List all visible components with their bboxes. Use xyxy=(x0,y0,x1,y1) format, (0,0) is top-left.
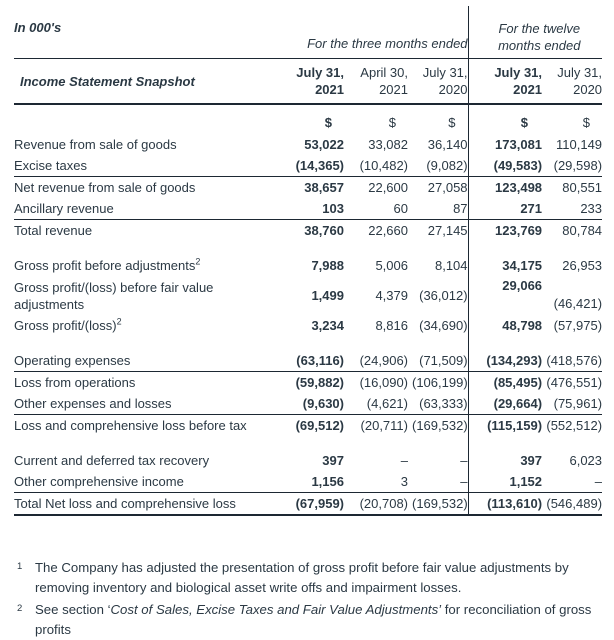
row-label: Current and deferred tax recovery xyxy=(14,453,210,468)
value-cell xyxy=(408,241,468,255)
row-label: Net revenue from sale of goods xyxy=(14,180,196,195)
value-cell: 110,149 xyxy=(556,137,603,152)
currency-symbol: $ xyxy=(582,115,591,130)
column-header: July 31, 2020 xyxy=(542,59,602,105)
table-row xyxy=(14,155,602,177)
row-label: Gross profit/(loss) before fair value adjustments xyxy=(14,279,214,312)
value-cell xyxy=(344,336,408,350)
value-cell: (14,365) xyxy=(276,155,344,177)
value-cell: (10,482) xyxy=(344,155,408,177)
table-body xyxy=(14,134,602,515)
value-cell xyxy=(276,436,344,450)
value-cell: (75,961) xyxy=(542,393,602,415)
value-cell xyxy=(276,241,344,255)
value-cell: (57,975) xyxy=(553,318,603,333)
value-cell: 3 xyxy=(344,471,408,493)
currency-symbol: $ xyxy=(448,115,456,130)
value-cell: 7,988 xyxy=(311,258,344,273)
value-cell: (106,199) xyxy=(412,375,468,390)
row-label: Excise taxes xyxy=(14,155,276,177)
value-cell: (59,882) xyxy=(295,375,344,390)
value-cell: 34,175 xyxy=(468,255,542,276)
table-row xyxy=(14,493,602,516)
value-cell: 22,600 xyxy=(368,180,408,195)
spacer-row xyxy=(14,436,602,450)
value-cell: 4,379 xyxy=(375,288,408,303)
table-row xyxy=(14,315,602,336)
value-cell: (20,711) xyxy=(360,418,408,433)
value-cell: (24,906) xyxy=(344,350,408,372)
value-cell xyxy=(344,241,408,255)
table-row xyxy=(14,350,602,372)
value-cell: 48,798 xyxy=(468,315,542,336)
value-cell xyxy=(542,241,602,255)
value-cell: (169,532) xyxy=(412,418,468,433)
row-label: Loss from operations xyxy=(14,375,136,390)
value-cell: (9,630) xyxy=(276,393,344,415)
value-cell: 80,551 xyxy=(562,180,603,195)
twelve-months-header xyxy=(468,6,602,59)
value-cell: 397 xyxy=(468,450,542,471)
value-cell: 38,760 xyxy=(304,223,344,238)
value-cell: 38,657 xyxy=(304,180,344,195)
value-cell: (46,421) xyxy=(553,296,603,311)
value-cell xyxy=(344,436,408,450)
value-cell: 397 xyxy=(322,453,344,468)
row-label: Other expenses and losses xyxy=(14,393,276,415)
value-cell: (36,012) xyxy=(419,288,468,303)
footnote-text: See section ‘Cost of Sales, Excise Taxes and Fair Value Adjustments’ for reconciliation of gross profits xyxy=(35,602,592,637)
value-cell: – xyxy=(460,453,468,468)
table-title: Income Statement Snapshot xyxy=(14,59,276,105)
footnote-text: The Company has adjusted the presentation of gross profit before fair value adjustments by removing inventory and biological asset write offs and impairment losses. xyxy=(35,560,569,595)
footnote-2 xyxy=(16,600,592,640)
footnote-number: 1 xyxy=(17,561,23,572)
value-cell: 27,058 xyxy=(427,180,468,195)
row-label: Ancillary revenue xyxy=(14,198,276,220)
value-cell: (9,082) xyxy=(408,155,468,177)
row-label: Gross profit before adjustments$^2$ xyxy=(14,256,201,273)
table-row xyxy=(14,415,602,437)
value-cell xyxy=(542,336,602,350)
currency-row xyxy=(14,104,602,134)
table-head xyxy=(14,6,602,134)
value-cell: 26,953 xyxy=(562,258,603,273)
value-cell: 3,234 xyxy=(311,318,344,333)
value-cell: (49,583) xyxy=(468,155,542,177)
row-label: Operating expenses xyxy=(14,350,276,372)
table-row xyxy=(14,177,602,199)
value-cell: 8,816 xyxy=(375,318,408,333)
currency-symbol: $ xyxy=(388,115,396,130)
value-cell: 27,145 xyxy=(427,223,468,238)
value-cell: 173,081 xyxy=(468,134,542,155)
value-cell: (113,610) xyxy=(468,493,542,516)
value-cell: (63,333) xyxy=(408,393,468,415)
column-header: July 31, 2021 xyxy=(276,59,344,105)
value-cell: 8,104 xyxy=(434,258,468,273)
value-cell: 233 xyxy=(542,198,602,220)
row-label: Loss and comprehensive loss before tax xyxy=(14,418,247,433)
row-label: Gross profit/(loss)$^2$ xyxy=(14,316,122,333)
footnotes xyxy=(16,558,592,640)
value-cell xyxy=(542,436,602,450)
value-cell: (546,489) xyxy=(542,493,602,516)
value-cell: 1,152 xyxy=(468,471,542,493)
value-cell: 6,023 xyxy=(569,453,603,468)
row-label: Total Net loss and comprehensive loss xyxy=(14,493,276,516)
value-cell: 22,660 xyxy=(368,223,408,238)
column-header: July 31, 2021 xyxy=(468,59,542,105)
column-header-row xyxy=(14,59,602,105)
value-cell: (20,708) xyxy=(344,493,408,516)
table-row xyxy=(14,198,602,220)
value-cell: 53,022 xyxy=(304,137,344,152)
footnote-1 xyxy=(16,558,592,598)
value-cell: (29,598) xyxy=(542,155,602,177)
value-cell: (552,512) xyxy=(546,418,603,433)
value-cell: (115,159) xyxy=(468,415,542,437)
value-cell: 103 xyxy=(276,198,344,220)
value-cell: 271 xyxy=(468,198,542,220)
table-row xyxy=(14,471,602,493)
value-cell: (85,495) xyxy=(468,372,542,394)
value-cell: – xyxy=(400,453,408,468)
value-cell: 87 xyxy=(408,198,468,220)
value-cell: (34,690) xyxy=(419,318,468,333)
table-row xyxy=(14,255,602,276)
value-cell: (4,621) xyxy=(344,393,408,415)
row-label: Total revenue xyxy=(14,223,93,238)
value-cell: 60 xyxy=(344,198,408,220)
value-cell: (134,293) xyxy=(468,350,542,372)
value-cell: (69,512) xyxy=(295,418,344,433)
value-cell: (63,116) xyxy=(276,350,344,372)
column-header: April 30, 2021 xyxy=(344,59,408,105)
table-row xyxy=(14,134,602,155)
value-cell: 80,784 xyxy=(562,223,603,238)
spacer-row xyxy=(14,241,602,255)
value-cell: (71,509) xyxy=(408,350,468,372)
value-cell: (29,664) xyxy=(468,393,542,415)
value-cell: – xyxy=(408,471,468,493)
twelve-months-line1: For the twelve xyxy=(498,21,581,36)
value-cell: 123,498 xyxy=(468,177,542,199)
table-row xyxy=(14,220,602,242)
currency-symbol: $ xyxy=(468,104,542,134)
table-row xyxy=(14,393,602,415)
value-cell xyxy=(468,336,542,350)
units-label: In 000's xyxy=(14,6,276,59)
value-cell: 33,082 xyxy=(368,137,408,152)
value-cell: 1,499 xyxy=(311,288,344,303)
value-cell: (476,551) xyxy=(546,375,603,390)
period-header-row xyxy=(14,6,602,59)
value-cell: (418,576) xyxy=(542,350,602,372)
currency-symbol: $ xyxy=(324,115,332,130)
income-statement-table xyxy=(14,6,602,516)
row-label: Revenue from sale of goods xyxy=(14,137,177,152)
column-header: July 31, 2020 xyxy=(408,59,468,105)
row-label: Other comprehensive income xyxy=(14,471,276,493)
value-cell xyxy=(408,336,468,350)
value-cell: – xyxy=(542,471,602,493)
value-cell xyxy=(468,241,542,255)
spacer-row xyxy=(14,336,602,350)
value-cell: 123,769 xyxy=(468,220,542,242)
table-row xyxy=(14,372,602,394)
row-label xyxy=(14,436,276,450)
value-cell: 1,156 xyxy=(276,471,344,493)
value-cell: 36,140 xyxy=(427,137,468,152)
value-cell xyxy=(276,336,344,350)
value-cell: (16,090) xyxy=(359,375,408,390)
twelve-months-line2: months ended xyxy=(498,38,581,53)
row-label xyxy=(14,241,276,255)
value-cell: 29,066 xyxy=(468,276,542,315)
value-cell: (67,959) xyxy=(276,493,344,516)
value-cell xyxy=(408,436,468,450)
value-cell: 5,006 xyxy=(375,258,408,273)
row-label xyxy=(14,336,276,350)
value-cell xyxy=(468,436,542,450)
footnote-number: 2 xyxy=(17,603,23,614)
table-row xyxy=(14,450,602,471)
value-cell: (169,532) xyxy=(408,493,468,516)
three-months-header: For the three months ended xyxy=(276,6,468,59)
table-row xyxy=(14,276,602,315)
